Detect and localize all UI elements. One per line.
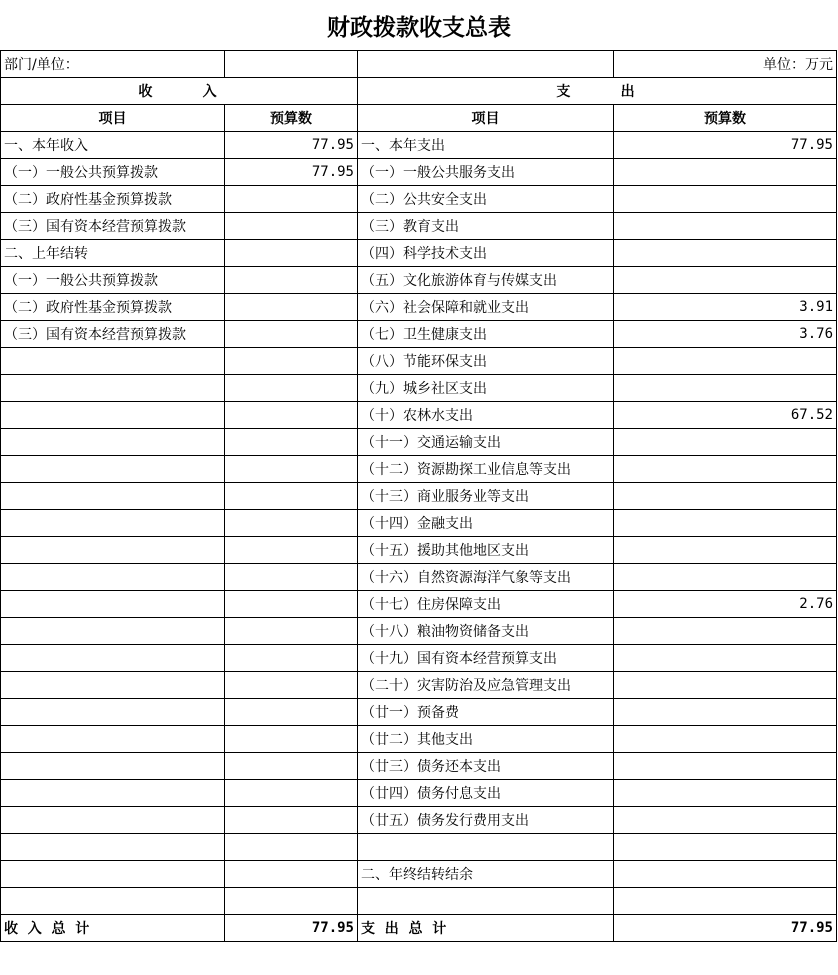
table-row — [1, 429, 837, 456]
expense-value-cell: 2.76 — [614, 591, 837, 618]
table-row — [1, 618, 837, 645]
page-title: 财政拨款收支总表 — [327, 13, 511, 41]
expense-total-label: 支 出 总 计 — [358, 915, 614, 942]
expense-item-cell: （廿三）债务还本支出 — [358, 753, 614, 780]
expense-value-cell: 3.91 — [614, 294, 837, 321]
expense-header: 支 出 — [358, 78, 837, 105]
expense-item-cell: （十九）国有资本经营预算支出 — [358, 645, 614, 672]
table-row — [1, 726, 837, 753]
table-row — [1, 510, 837, 537]
expense-item-cell: （廿一）预备费 — [358, 699, 614, 726]
expense-item-cell: （八）节能环保支出 — [358, 348, 614, 375]
income-value-cell — [225, 348, 358, 375]
expense-value-cell — [614, 726, 837, 753]
table-row — [1, 753, 837, 780]
income-value-cell — [225, 456, 358, 483]
income-value-cell: 77.95 — [225, 159, 358, 186]
income-value-cell — [225, 861, 358, 888]
expense-value-cell — [614, 645, 837, 672]
expense-value-cell — [614, 564, 837, 591]
income-value-cell — [225, 321, 358, 348]
income-item-cell — [1, 699, 225, 726]
unit-label: 单位：万元 — [614, 51, 837, 78]
income-value-cell — [225, 240, 358, 267]
expense-item-cell: （五）文化旅游体育与传媒支出 — [358, 267, 614, 294]
income-item-cell — [1, 645, 225, 672]
expense-budget-header: 预算数 — [614, 105, 837, 132]
income-item-cell — [1, 861, 225, 888]
expense-item-cell: （一）一般公共服务支出 — [358, 159, 614, 186]
table-row — [1, 483, 837, 510]
income-value-cell — [225, 726, 358, 753]
income-value-cell — [225, 618, 358, 645]
column-header-row — [1, 105, 837, 132]
income-item-cell: （一）一般公共预算拨款 — [1, 267, 225, 294]
income-value-cell — [225, 753, 358, 780]
fiscal-summary-table — [0, 50, 837, 942]
expense-value-cell — [614, 672, 837, 699]
income-item-cell — [1, 753, 225, 780]
income-item-cell — [1, 348, 225, 375]
expense-value-cell — [614, 348, 837, 375]
income-value-cell — [225, 645, 358, 672]
income-item-cell — [1, 672, 225, 699]
expense-value-cell — [614, 861, 837, 888]
expense-item-cell — [358, 888, 614, 915]
income-item-cell — [1, 375, 225, 402]
table-row — [1, 807, 837, 834]
income-item-cell — [1, 510, 225, 537]
table-row — [1, 132, 837, 159]
income-value-cell — [225, 267, 358, 294]
table-row — [1, 213, 837, 240]
table-row — [1, 699, 837, 726]
expense-item-cell: 一、本年支出 — [358, 132, 614, 159]
expense-value-cell — [614, 375, 837, 402]
expense-item-cell: （十）农林水支出 — [358, 402, 614, 429]
income-item-cell — [1, 780, 225, 807]
expense-value-cell — [614, 537, 837, 564]
table-row — [1, 348, 837, 375]
table-row — [1, 861, 837, 888]
table-row — [1, 888, 837, 915]
table-row — [1, 780, 837, 807]
dept-label: 部门/单位： — [1, 51, 225, 78]
expense-item-cell: （三）教育支出 — [358, 213, 614, 240]
expense-value-cell — [614, 456, 837, 483]
expense-item-cell: （十六）自然资源海洋气象等支出 — [358, 564, 614, 591]
expense-value-cell — [614, 753, 837, 780]
income-item-cell — [1, 807, 225, 834]
expense-item-cell: （四）科学技术支出 — [358, 240, 614, 267]
expense-item-cell: 二、年终结转结余 — [358, 861, 614, 888]
income-value-cell — [225, 834, 358, 861]
expense-item-cell: （廿二）其他支出 — [358, 726, 614, 753]
table-row — [1, 240, 837, 267]
income-value-cell — [225, 186, 358, 213]
meta-blank — [358, 51, 614, 78]
table-row — [1, 321, 837, 348]
expense-item-cell: （十四）金融支出 — [358, 510, 614, 537]
income-value-cell — [225, 213, 358, 240]
expense-item-cell: （六）社会保障和就业支出 — [358, 294, 614, 321]
income-value-cell — [225, 591, 358, 618]
table-row — [1, 834, 837, 861]
table-row — [1, 591, 837, 618]
expense-value-cell — [614, 888, 837, 915]
expense-item-header: 项目 — [358, 105, 614, 132]
income-value-cell — [225, 807, 358, 834]
expense-value-cell: 77.95 — [614, 132, 837, 159]
expense-value-cell — [614, 213, 837, 240]
income-total-label: 收 入 总 计 — [1, 915, 225, 942]
income-item-cell: 二、上年结转 — [1, 240, 225, 267]
expense-value-cell — [614, 267, 837, 294]
income-item-cell — [1, 726, 225, 753]
expense-total-value: 77.95 — [614, 915, 837, 942]
income-item-cell — [1, 537, 225, 564]
expense-value-cell — [614, 834, 837, 861]
expense-value-cell — [614, 510, 837, 537]
expense-item-cell: （十五）援助其他地区支出 — [358, 537, 614, 564]
income-item-cell — [1, 591, 225, 618]
income-item-cell: （一）一般公共预算拨款 — [1, 159, 225, 186]
income-value-cell — [225, 780, 358, 807]
table-row — [1, 537, 837, 564]
table-row — [1, 294, 837, 321]
table-row — [1, 159, 837, 186]
income-value-cell — [225, 510, 358, 537]
expense-value-cell — [614, 618, 837, 645]
income-value-cell: 77.95 — [225, 132, 358, 159]
expense-value-cell — [614, 807, 837, 834]
expense-value-cell — [614, 699, 837, 726]
expense-item-cell: （十一）交通运输支出 — [358, 429, 614, 456]
expense-value-cell — [614, 780, 837, 807]
income-header: 收 入 — [1, 78, 358, 105]
income-value-cell — [225, 429, 358, 456]
income-item-cell — [1, 429, 225, 456]
income-budget-header: 预算数 — [225, 105, 358, 132]
expense-value-cell — [614, 159, 837, 186]
income-item-cell: （二）政府性基金预算拨款 — [1, 294, 225, 321]
table-row — [1, 645, 837, 672]
section-header-row — [1, 78, 837, 105]
income-value-cell — [225, 888, 358, 915]
income-item-cell: 一、本年收入 — [1, 132, 225, 159]
income-value-cell — [225, 402, 358, 429]
income-value-cell — [225, 672, 358, 699]
expense-value-cell: 67.52 — [614, 402, 837, 429]
income-item-cell — [1, 834, 225, 861]
table-row — [1, 267, 837, 294]
expense-item-cell — [358, 834, 614, 861]
income-item-cell — [1, 618, 225, 645]
income-item-cell — [1, 402, 225, 429]
expense-item-cell: （十七）住房保障支出 — [358, 591, 614, 618]
total-row — [1, 915, 837, 942]
expense-item-cell: （十二）资源勘探工业信息等支出 — [358, 456, 614, 483]
income-value-cell — [225, 564, 358, 591]
expense-item-cell: （二十）灾害防治及应急管理支出 — [358, 672, 614, 699]
expense-item-cell: （十八）粮油物资储备支出 — [358, 618, 614, 645]
income-value-cell — [225, 375, 358, 402]
income-item-cell: （三）国有资本经营预算拨款 — [1, 321, 225, 348]
expense-item-cell: （廿四）债务付息支出 — [358, 780, 614, 807]
income-total-value: 77.95 — [225, 915, 358, 942]
expense-item-cell: （二）公共安全支出 — [358, 186, 614, 213]
expense-value-cell — [614, 240, 837, 267]
table-row — [1, 564, 837, 591]
table-row — [1, 456, 837, 483]
expense-item-cell: （廿五）债务发行费用支出 — [358, 807, 614, 834]
expense-item-cell: （九）城乡社区支出 — [358, 375, 614, 402]
expense-item-cell: （七）卫生健康支出 — [358, 321, 614, 348]
table-row — [1, 375, 837, 402]
expense-value-cell: 3.76 — [614, 321, 837, 348]
income-item-cell — [1, 888, 225, 915]
income-value-cell — [225, 699, 358, 726]
table-row — [1, 186, 837, 213]
income-value-cell — [225, 537, 358, 564]
expense-item-cell: （十三）商业服务业等支出 — [358, 483, 614, 510]
income-item-header: 项目 — [1, 105, 225, 132]
income-item-cell — [1, 456, 225, 483]
meta-row — [1, 51, 837, 78]
income-value-cell — [225, 483, 358, 510]
expense-value-cell — [614, 483, 837, 510]
table-row — [1, 402, 837, 429]
income-value-cell — [225, 294, 358, 321]
expense-value-cell — [614, 429, 837, 456]
table-row — [1, 672, 837, 699]
dept-value — [225, 51, 358, 78]
income-item-cell — [1, 483, 225, 510]
expense-value-cell — [614, 186, 837, 213]
income-item-cell: （二）政府性基金预算拨款 — [1, 186, 225, 213]
income-item-cell — [1, 564, 225, 591]
income-item-cell: （三）国有资本经营预算拨款 — [1, 213, 225, 240]
